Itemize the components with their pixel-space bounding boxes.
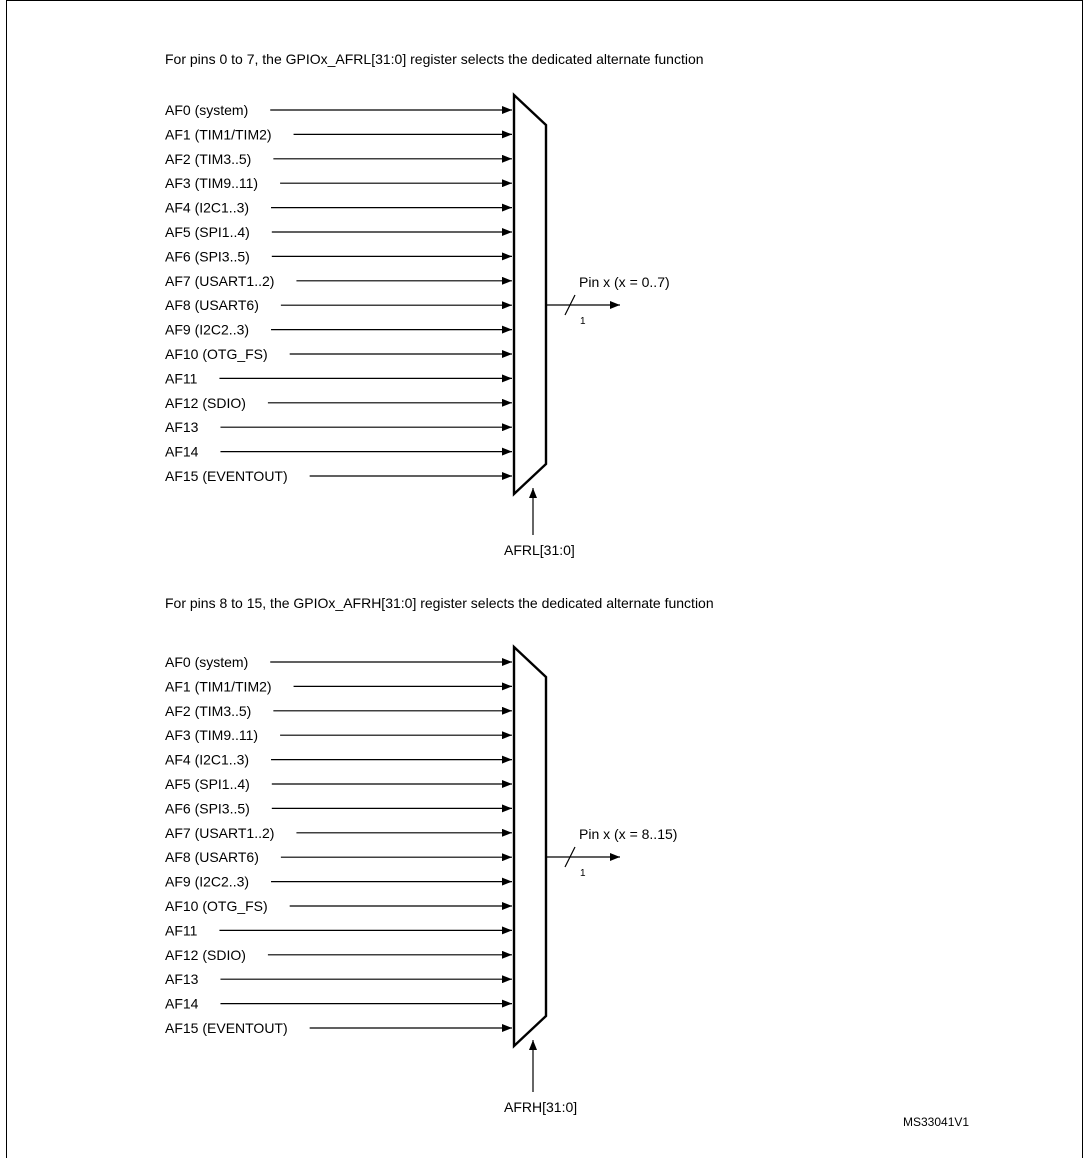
mux-section-1 <box>165 595 714 1115</box>
mux-input-label: AF7 (USART1..2) <box>165 824 275 841</box>
select-register-label: AFRL[31:0] <box>504 542 575 558</box>
bus-width-label: 1 <box>580 316 586 327</box>
mux-input-label: AF7 (USART1..2) <box>165 272 275 289</box>
mux-input-label: AF9 (I2C2..3) <box>165 321 250 338</box>
bus-width-label: 1 <box>580 868 586 879</box>
select-register-label: AFRH[31:0] <box>504 1099 578 1115</box>
mux-input-label: AF1 (TIM1/TIM2) <box>165 126 272 143</box>
mux-input-label: AF12 (SDIO) <box>165 946 246 963</box>
mux-section-0 <box>165 51 704 558</box>
multiplexer-body <box>514 95 546 494</box>
mux-input-label: AF2 (TIM3..5) <box>165 702 252 719</box>
mux-input-label: AF14 <box>165 995 199 1012</box>
mux-input-label: AF14 <box>165 443 199 460</box>
mux-input-label: AF3 (TIM9..11) <box>165 175 259 192</box>
mux-input-label: AF5 (SPI1..4) <box>165 776 250 792</box>
mux-input-label: AF1 (TIM1/TIM2) <box>165 678 272 695</box>
mux-input-label: AF10 (OTG_FS) <box>165 898 268 914</box>
figure-id: MS33041V1 <box>903 1115 970 1129</box>
mux-input-label: AF8 (USART6) <box>165 849 259 866</box>
mux-input-label: AF15 (EVENTOUT) <box>165 1020 288 1036</box>
multiplexer-body <box>514 647 546 1046</box>
mux-input-label: AF13 <box>165 419 199 436</box>
mux-input-label: AF8 (USART6) <box>165 297 259 314</box>
mux-input-label: AF6 (SPI3..5) <box>165 800 250 817</box>
mux-input-label: AF15 (EVENTOUT) <box>165 468 288 484</box>
section-caption: For pins 0 to 7, the GPIOx_AFRL[31:0] register selects the dedicated alternate function <box>165 51 704 67</box>
mux-input-label: AF12 (SDIO) <box>165 394 246 411</box>
mux-input-label: AF4 (I2C1..3) <box>165 751 250 768</box>
mux-input-label: AF11 <box>165 922 198 939</box>
mux-input-label: AF6 (SPI3..5) <box>165 248 250 265</box>
mux-input-label: AF4 (I2C1..3) <box>165 199 250 216</box>
mux-input-label: AF5 (SPI1..4) <box>165 224 250 240</box>
mux-input-label: AF0 (system) <box>165 102 249 118</box>
mux-input-label: AF2 (TIM3..5) <box>165 150 252 167</box>
mux-input-label: AF3 (TIM9..11) <box>165 727 259 744</box>
mux-input-label: AF10 (OTG_FS) <box>165 346 268 362</box>
mux-input-label: AF0 (system) <box>165 654 249 670</box>
mux-input-label: AF9 (I2C2..3) <box>165 873 250 890</box>
mux-input-label: AF11 <box>165 370 198 387</box>
section-caption: For pins 8 to 15, the GPIOx_AFRH[31:0] register selects the dedicated alternate function <box>165 595 714 611</box>
output-pin-label: Pin x (x = 8..15) <box>579 826 678 842</box>
output-pin-label: Pin x (x = 0..7) <box>579 274 670 290</box>
mux-input-label: AF13 <box>165 971 199 988</box>
